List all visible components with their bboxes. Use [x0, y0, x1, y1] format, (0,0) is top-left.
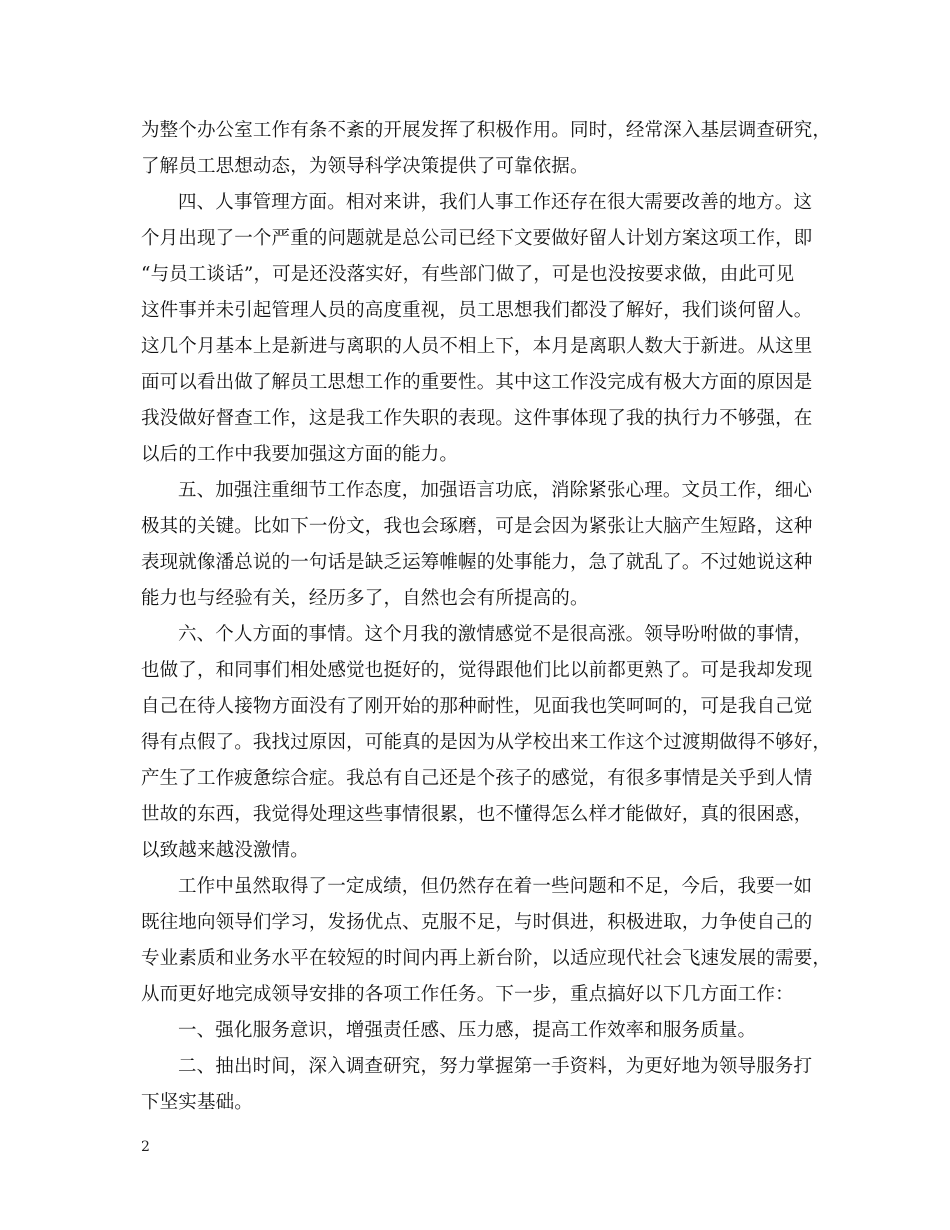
text-line: 我没做好督查工作，这是我工作失职的表现。这件事体现了我的执行力不够强，在	[141, 408, 813, 429]
text-line: 产生了工作疲惫综合症。我总有自己还是个孩子的感觉，有很多事情是关乎到人情	[141, 768, 813, 789]
text-line: 从而更好地完成领导安排的各项工作任务。下一步，重点搞好以下几方面工作：	[141, 984, 794, 1005]
text-line: “与员工谈话”，可是还没落实好，有些部门做了，可是也没按要求做，由此可见	[141, 264, 795, 285]
paragraph-start-line: 一、强化服务意识，增强责任感、压力感，提高工作效率和服务质量。	[178, 1020, 757, 1041]
text-line: 极其的关键。比如下一份文，我也会琢磨，可是会因为紧张让大脑产生短路，这种	[141, 516, 813, 537]
text-line: 专业素质和业务水平在较短的时间内再上新台阶，以适应现代社会飞速发展的需要，	[141, 948, 832, 969]
text-line: 表现就像潘总说的一句话是缺乏运筹帷幄的处事能力，急了就乱了。不过她说这种	[141, 552, 813, 573]
text-line: 也做了，和同事们相处感觉也挺好的，觉得跟他们比以前都更熟了。可是我却发现	[141, 660, 813, 681]
text-line: 下坚实基础。	[141, 1092, 253, 1113]
text-line: 自己在待人接物方面没有了刚开始的那种耐性，见面我也笑呵呵的，可是我自己觉	[141, 696, 813, 717]
text-line: 以致越来越没激情。	[141, 840, 309, 861]
text-line: 个月出现了一个严重的问题就是总公司已经下文要做好留人计划方案这项工作，即	[141, 228, 813, 249]
paragraph-start-line: 六、个人方面的事情。这个月我的激情感觉不是很高涨。领导吩咐做的事情，	[178, 624, 813, 645]
text-line: 能力也与经验有关，经历多了，自然也会有所提高的。	[141, 588, 589, 609]
text-line: 得有点假了。我找过原因，可能真的是因为从学校出来工作这个过渡期做得不够好，	[141, 732, 832, 753]
text-line: 这件事并未引起管理人员的高度重视，员工思想我们都没了解好，我们谈何留人。	[141, 300, 813, 321]
paragraph-start-line: 二、抽出时间，深入调查研究，努力掌握第一手资料，为更好地为领导服务打	[178, 1056, 813, 1077]
text-line: 既往地向领导们学习，发扬优点、克服不足，与时俱进，积极进取，力争使自己的	[141, 912, 813, 933]
paragraph-start-line: 五、加强注重细节工作态度，加强语言功底，消除紧张心理。文员工作，细心	[178, 480, 813, 501]
document-body	[141, 113, 831, 1121]
text-line: 世故的东西，我觉得处理这些事情很累，也不懂得怎么样才能做好，真的很困惑，	[141, 804, 813, 825]
text-line: 了解员工思想动态，为领导科学决策提供了可靠依据。	[141, 156, 589, 177]
page-number: 2	[141, 1139, 150, 1155]
paragraph-start-line: 四、人事管理方面。相对来讲，我们人事工作还存在很大需要改善的地方。这	[178, 192, 813, 213]
text-line: 这几个月基本上是新进与离职的人员不相上下，本月是离职人数大于新进。从这里	[141, 336, 813, 357]
text-line: 为整个办公室工作有条不紊的开展发挥了积极作用。同时，经常深入基层调查研究，	[141, 120, 832, 141]
paragraph-start-line: 工作中虽然取得了一定成绩，但仍然存在着一些问题和不足，今后，我要一如	[178, 876, 813, 897]
text-line: 面可以看出做了解员工思想工作的重要性。其中这工作没完成有极大方面的原因是	[141, 372, 813, 393]
text-line: 以后的工作中我要加强这方面的能力。	[141, 444, 459, 465]
